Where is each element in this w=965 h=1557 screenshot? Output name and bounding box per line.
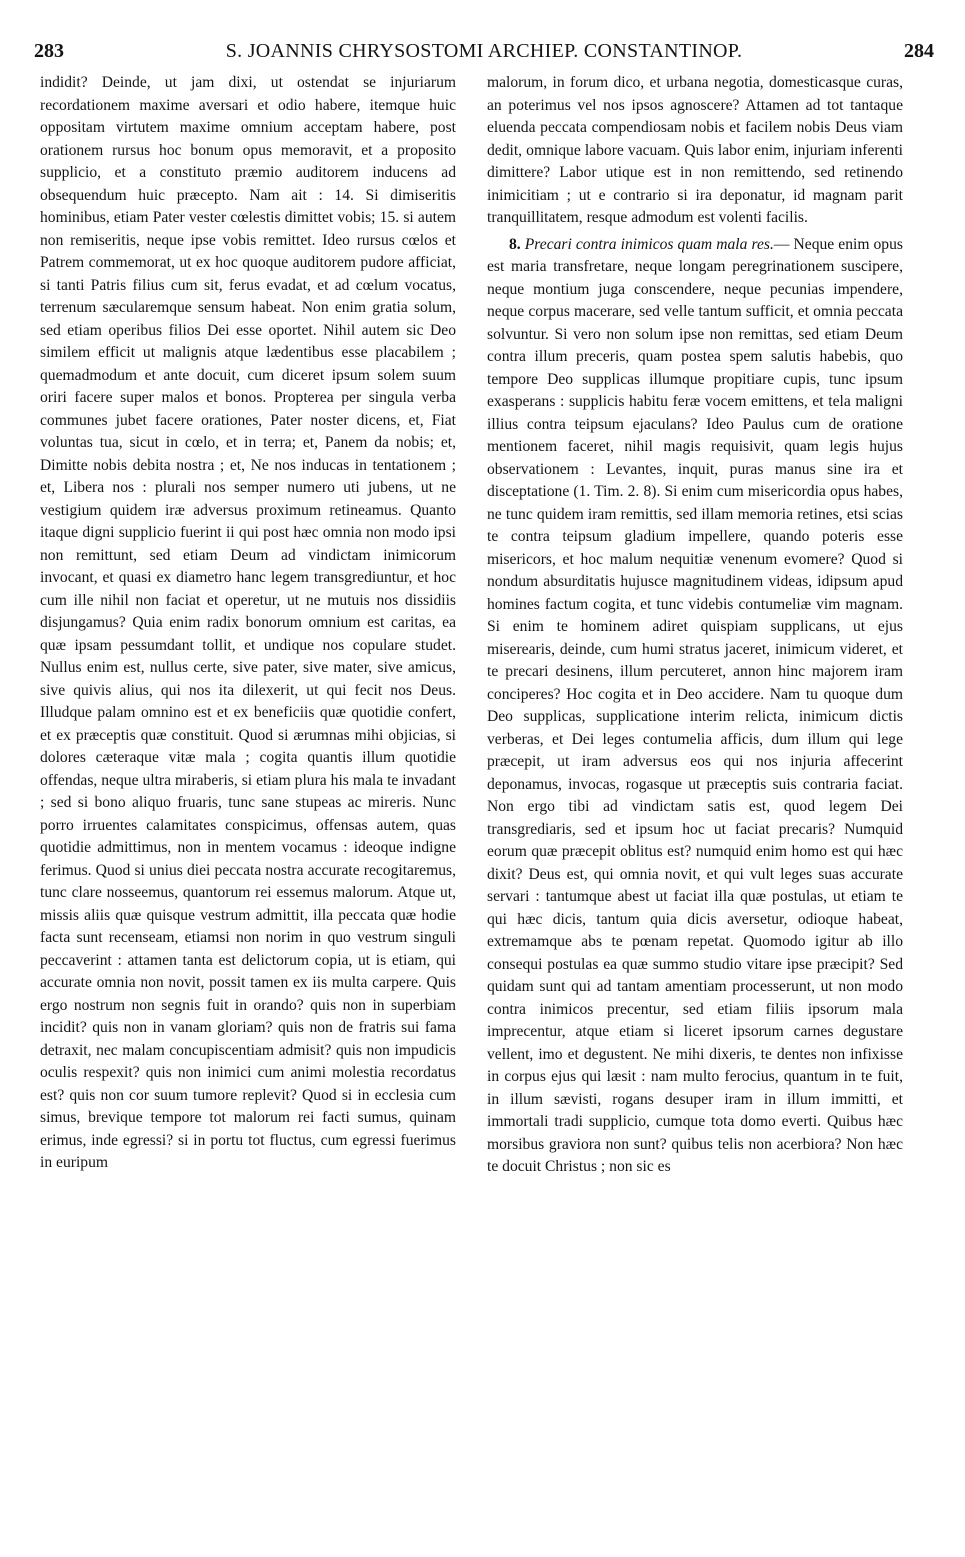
section-title: Precari contra inimicos quam mala res. bbox=[524, 235, 774, 253]
section-8-text: — Neque enim opus est maria transfretare, neque longam peregrinationem suscipere, neque montium juga conscendere, neque pecunias impendere, neque corpus macerare, sed velle tantum sufficit, et omnia peccata solvuntur. Si vero non solum ipse non remittas, sed etiam Deum contra illum preceris, quam postea spem salutis habebis, quo tempore Deo supplicas illumque propitiare cupis, tunc ipsum exasperans : supplicis habitu feræ vocem emittens, et tela maligni illius contra teipsum ejaculans? Ideo Paulus cum de oratione mentionem faceret, nihil magis requisivit, quam legis hujus observationem : Levantes, inquit, puras manus sine ira et disceptatione (1. Tim. 2. 8). Si enim cum misericordia opus habes, ne tunc quidem iram remittis, sed illam memoria retines, etsi scias te contra teipsum gladium impellere, quando poteris esse misericors, et hoc malum nequitiæ venenum evomere? Quod si nondum absurditatis hujusce magnitudinem videas, idipsum apud homines factum cogita, et tunc videbis contumeliæ vim magnam. Si enim te hominem adiret quispiam supplicans, ut ejus miserearis, deinde, cum humi stratus jaceret, inimicum videret, et te precari desinens, illum percuteret, annon hinc majorem iram conciperes? Hoc cogita et in Deo accidere. Nam tu quoque dum Deo supplicas, supplicatione interim relicta, inimicum dictis verberas, et Dei leges contumelia afficis, dum illum qui lege præcepit, ut iram adversus eos qui nos injuria affecerint deponamus, invocas, rogasque ut præceptis suis contraria faciat. Non ergo tibi ad vindictam satis est, quod legem Dei transgrediaris, sed et ipsum hoc ut faciat precaris? Numquid eorum quæ præcepit oblitus est? numquid enim homo est qui hæc dixit? Deus est, qui omnia novit, et qui vult leges suas accurate servari : tantumque abest ut faciat illa quæ postulas, ut etiam te qui hæc dicis, tantum quia dicis aversetur, odioque habeat, extremamque abs te pœnam repetat. Quomodo igitur ab illo consequi postulas ea quæ summo studio vitare ipse præcipit? Sed quidam sunt qui ad tantam amentiam processerunt, ut non modo contra inimicos precentur, sed etiam filiis ipsorum mala imprecentur, atque etiam si liceret ipsorum carnes degustare vellent, imo et degustent. Ne mihi dixeris, te dentes non infixisse in corpus ejus qui læsit : nam multo ferocius, quantum in te fuit, in illum sævisti, rogans desuper iram in illum immitti, et immortali tradi supplicio, cumque tota domo everti. Quibus hæc morsibus graviora non sunt? quibus telis non acerbiora? Non hæc te docuit Christus ; non sic es bbox=[487, 235, 903, 1175]
left-column-text: indidit? Deinde, ut jam dixi, ut ostendat se injuriarum recordationem maxime aversari et odio habere, itemque huic oppositam virtutem maxime omnium acceptam habere, post orationem rursus hoc bonum opus memoravit, et a proposito supplicio, et a constituto præmio auditorem inducens ad obsequendum huic præcepto. Nam ait : 14. Si dimiseritis hominibus, etiam Pater vester cœlestis dimittet vobis; 15. si autem non remiseritis, neque ipse vobis remittet. Ideo rursus cœlos et Patrem commemorat, ut ex hoc quoque auditorem pudore afficiat, si tanti Patris filius cum sit, ferus evadat, et ad cœlum vocatus, terrenum sæcularemque sensum habeat. Non enim gratia solum, sed etiam operibus filios Dei esse oportet. Nihil autem sic Deo similem efficit ut malignis atque lædentibus esse placabilem ; quemadmodum et ante docuit, cum diceret ipsum solem suum oriri facere super malos et bonos. Propterea per singula verba communes jubet facere orationes, Pater noster dicens, et, Fiat voluntas tua, sicut in cœlo, et in terra; et, Panem da nobis; et, Dimitte nobis debita nostra ; et, Ne nos inducas in tentationem ; et, Libera nos : plurali nos semper numero uti jubens, ut ne vestigium quidem iræ adversus proximum retineamus. Quanto itaque digni supplicio fuerint ii qui post hæc omnia non modo ipsi non remittunt, sed etiam Deum ad vindictam inimicorum invocant, et quasi ex diametro hanc legem transgrediuntur, et hoc cum ille nihil non faciat et operetur, ut ne mutuis nos dissidiis disjungamus? Quia enim radix bonorum omnium est caritas, ea quæ ipsam pessumdant tollit, et undique nos copulare studet. Nullus enim est, nullus certe, sive pater, sive mater, sive amicus, sive quivis alius, qui nos ita dilexerit, ut qui fecit nos Deus. Illudque palam omnino est et ex beneficiis quæ quotidie confert, et ex præceptis quæ constituit. Quod si ærumnas mihi objicias, si dolores cæteraque vitæ mala ; cogita quantis illum quotidie offendas, neque ultra miraberis, si etiam plura his mala te invadant ; sed si bono aliquo fruaris, tunc sane stupeas ac mireris. Nunc porro irruentes calamitates conspicimus, offensas autem, quas quotidie admittimus, non in mentem vocamus : ideoque indigne ferimus. Quod si unius diei peccata nostra accurate recogitaremus, tunc clare nosseemus, quantorum rei essemus malorum. Atque ut, missis aliis quæ quisque vestrum admittit, illa peccata quæ hodie facta sunt recenseam, etiamsi non norim in quo vestrum singuli peccaverint : attamen tanta est delictorum copia, ut is etiam, qui accurate omnia non novit, possit tamen ex iis multa carpere. Quis ergo nostrum non segnis fuit in orando? quis non in superbiam incidit? quis non in vanam gloriam? quis non de fratris sui fama detraxit, nec malam concupiscentiam admisit? quis non impudicis oculis respexit? quis non inimici cum animi molestia recordatus est? quis non cor suum tumore replevit? Quod si in ecclesia cum simus, brevique tempore tot malorum rei facti sumus, quinam erimus, inde egressi? si in portu tot fluctus, cum egressi fuerimus in euripum bbox=[40, 74, 456, 1171]
right-column-paragraph-1: malorum, in forum dico, et urbana negotia, domesticasque curas, an poterimus vel nos ipsos agnoscere? Attamen ad tot tantaque eluenda peccata compendiosam nobis et facilem nobis Deus viam dedit, omnique labore vacuam. Quis labor enim, injuriam inferenti dimittere? Labor utique est in non remittendo, sed retinendo inimicitiam ; ut e contrario si ira deponatur, id magnam parit tranquillitatem, resque admodum est volenti facilis. bbox=[487, 74, 903, 226]
page-number-left: 283 bbox=[34, 40, 64, 62]
left-column bbox=[40, 72, 456, 1542]
right-column bbox=[487, 72, 903, 1542]
section-number: 8. bbox=[509, 235, 521, 253]
running-title: S. JOANNIS CHRYSOSTOMI ARCHIEP. CONSTANTINOP. bbox=[225, 40, 743, 62]
page-number-right: 284 bbox=[904, 40, 934, 62]
section-8-paragraph bbox=[487, 234, 903, 1179]
page-header bbox=[34, 40, 934, 70]
